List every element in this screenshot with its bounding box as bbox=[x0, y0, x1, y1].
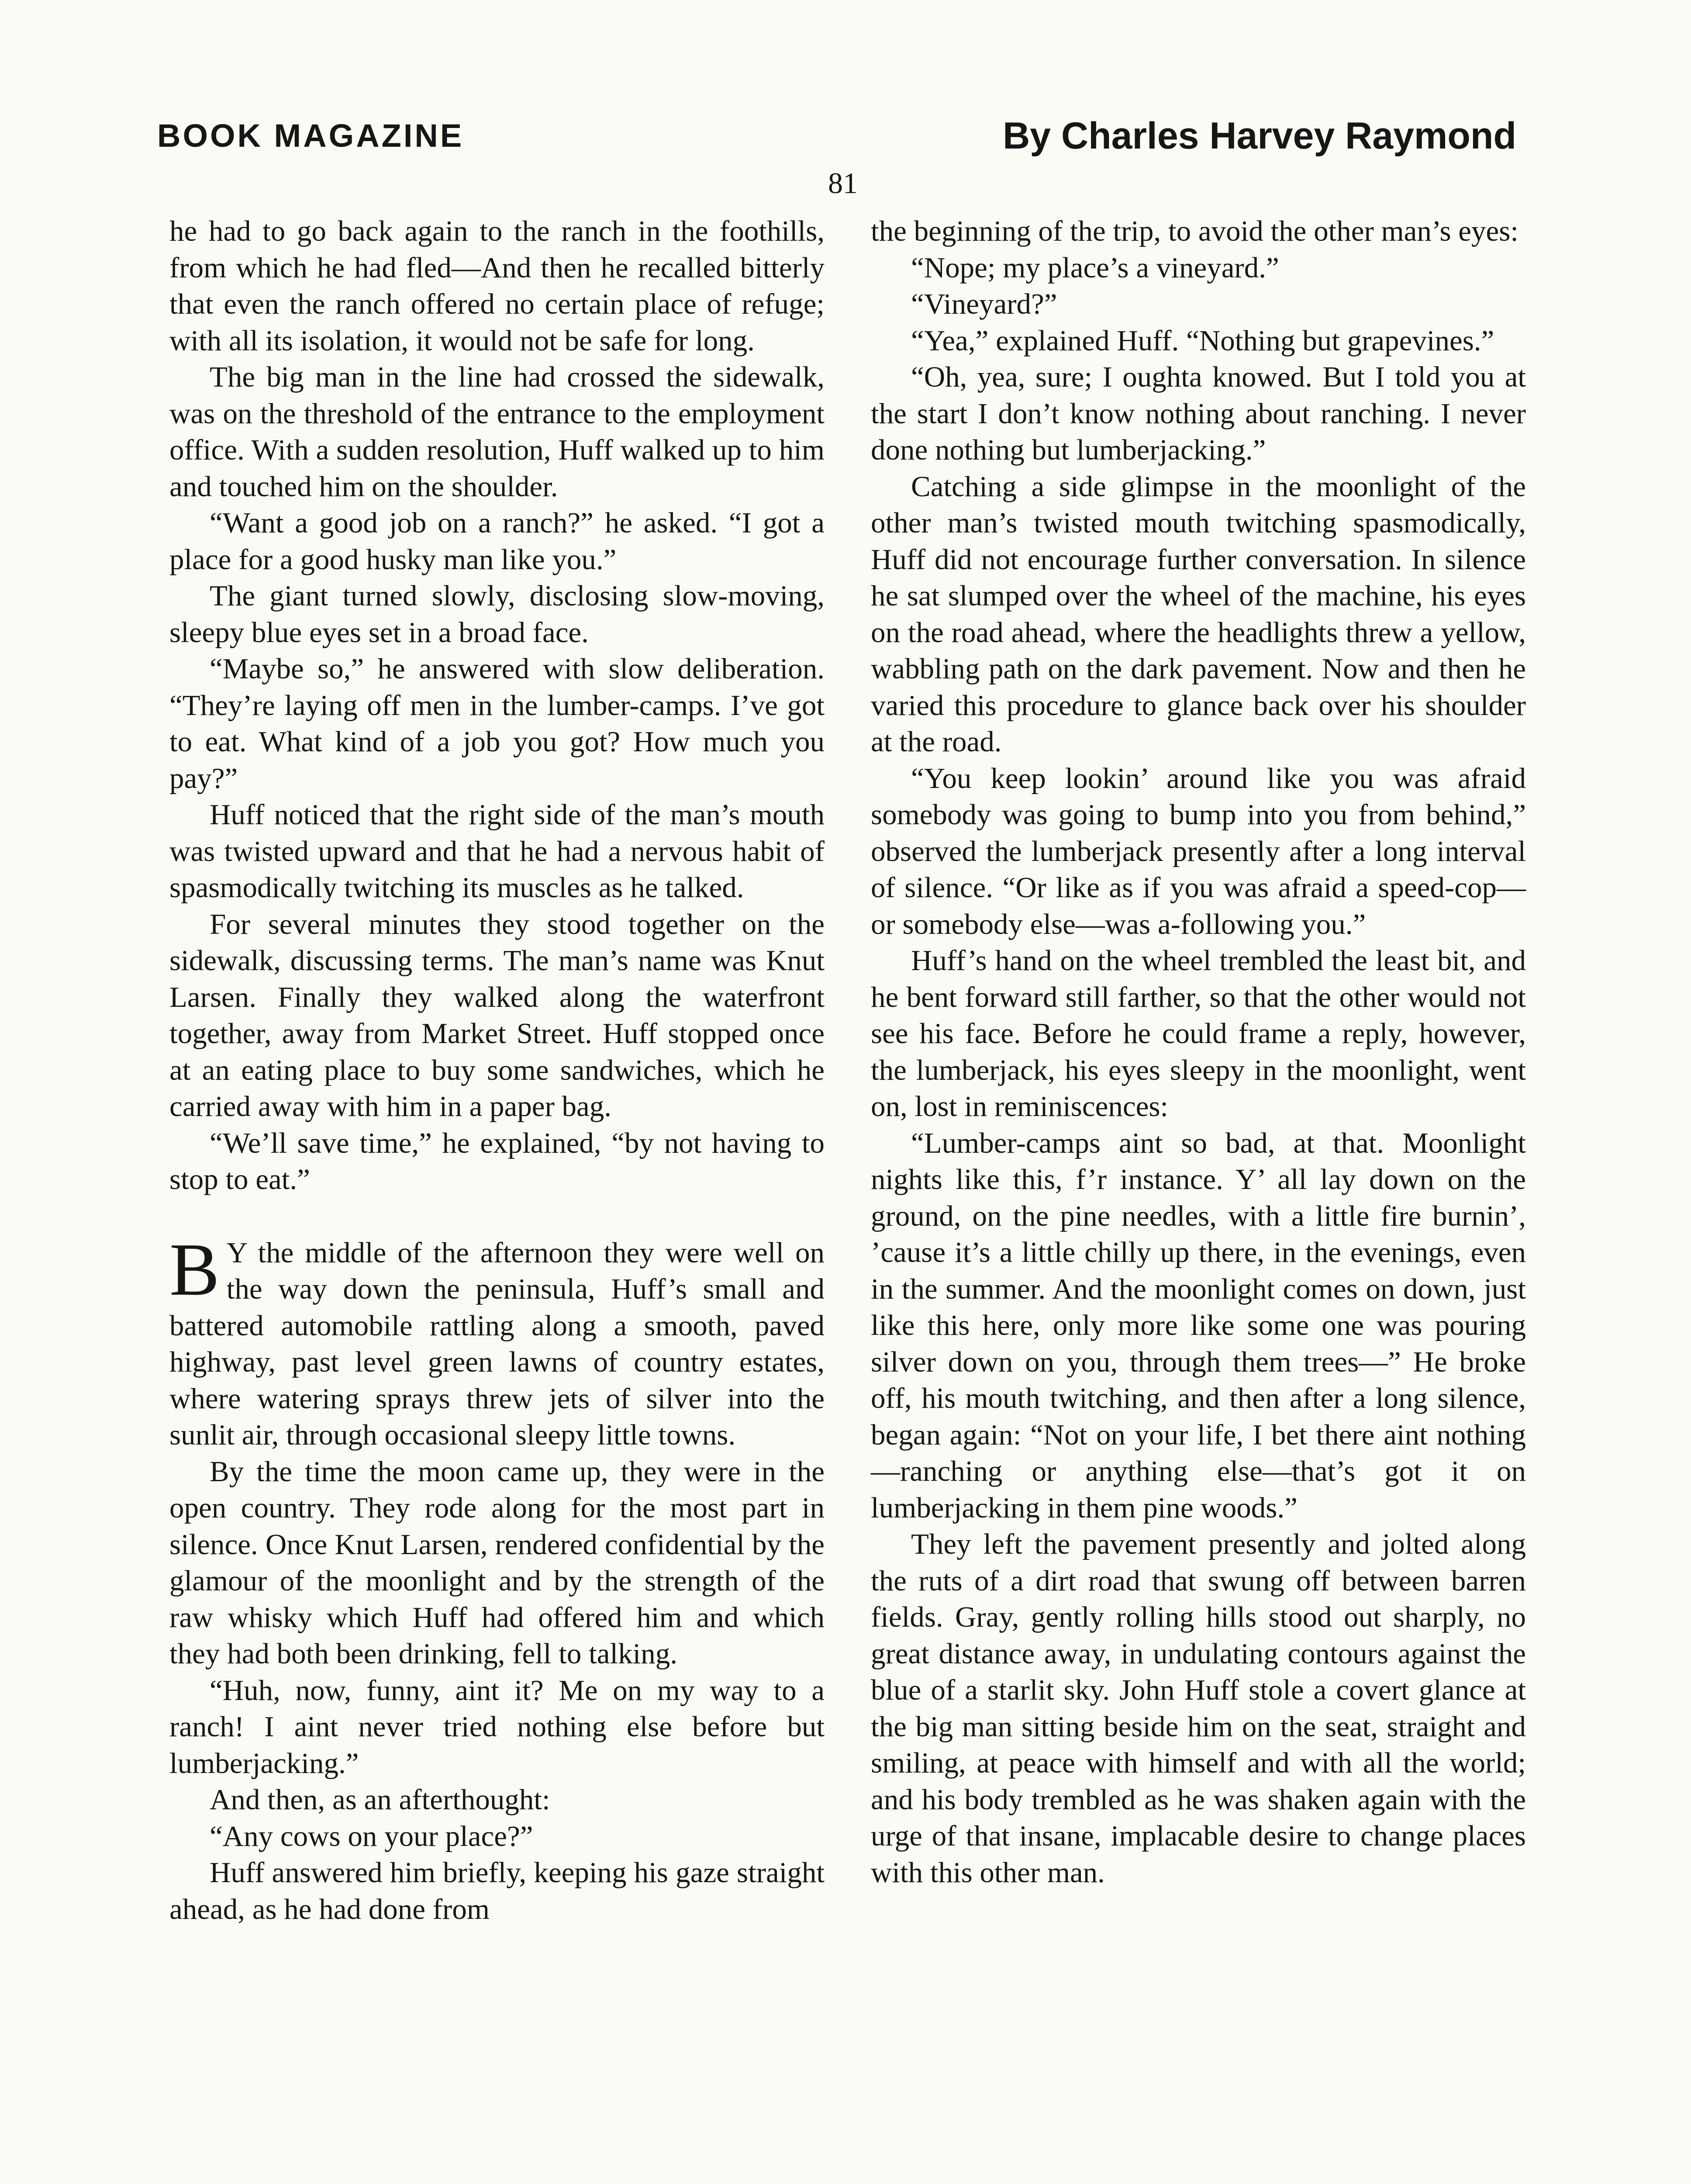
paragraph: The big man in the line had crossed the sidewalk, was on the threshold of the entrance to the employment office. With a sudden resolution, Huff walked up to him and touched him on the shoulder. bbox=[169, 361, 825, 503]
section-opening-paragraph bbox=[169, 1228, 825, 1454]
paragraph: “You keep lookin’ around like you was afraid somebody was going to bump into you from behind,” observed the lumberjack presently after a long interval of silence. “Or like as if you was afraid a speed-cop—or somebody else—was a-following you.” bbox=[871, 762, 1526, 940]
paragraph: “Oh, yea, sure; I oughta knowed. But I told you at the start I don’t know nothing about ranching. I never done nothing but lumberjacking.” bbox=[871, 361, 1526, 466]
page-number: 81 bbox=[828, 166, 858, 200]
author-byline: By Charles Harvey Raymond bbox=[1003, 115, 1516, 157]
paragraph: For several minutes they stood together on the sidewalk, discussing terms. The man’s name was Knut Larsen. Finally they walked along the waterfront together, away from Market Street. Huff stopped once at an eating place to buy some sandwiches, which he carried away with him in a paper bag. bbox=[169, 908, 825, 1123]
paragraph: “Lumber-camps aint so bad, at that. Moonlight nights like this, f’r instance. Y’ all lay down on the ground, on the pine needles, with a little fire burnin’, ’cause it’s a little chilly up there, in the evenings, even in the summer. And the moonlight comes on down, just like this here, only more like some one was pouring silver down on you, through them trees—” He broke off, his mouth twitching, and then after a long silence, began again: “Not on your life, I bet there aint nothing—ranching or anything else—that’s got it on lumberjacking in them pine woods.” bbox=[871, 1127, 1526, 1524]
left-column bbox=[169, 213, 825, 1928]
paragraph: “Want a good job on a ranch?” he asked. “I got a place for a good husky man like you.” bbox=[169, 507, 825, 576]
paragraph: “Nope; my place’s a vineyard.” bbox=[911, 251, 1279, 284]
magazine-title: BOOK MAGAZINE bbox=[157, 117, 464, 154]
paragraph: Huff answered him briefly, keeping his gaze straight ahead, as he had done from bbox=[169, 1856, 825, 1925]
paragraph: he had to go back again to the ranch in the foothills, from which he had fled—And then he recalled bitterly that even the ranch offered no certain place of refuge; with all its isolation, it would not be safe for long. bbox=[169, 215, 825, 357]
paragraph: Catching a side glimpse in the moonlight of the other man’s twisted mouth twitching spasmodically, Huff did not encourage further conversation. In silence he sat slumped over the wheel of the machine, his eyes on the road ahead, where the headlights threw a yellow, wabbling path on the dark pavement. Now and then he varied this procedure to glance back over his shoulder at the road. bbox=[871, 470, 1526, 758]
paragraph: “Any cows on your place?” bbox=[210, 1820, 533, 1852]
paragraph: And then, as an afterthought: bbox=[210, 1783, 550, 1816]
paragraph: “Huh, now, funny, aint it? Me on my way to a ranch! I aint never tried nothing else before but lumberjacking.” bbox=[169, 1674, 825, 1780]
right-column bbox=[871, 213, 1526, 1891]
paragraph: By the time the moon came up, they were in the open country. They rode along for the most part in silence. Once Knut Larsen, rendered confidential by the glamour of the moonlight and by the strength of the raw whisky which Huff had offered him and which they had both been drinking, fell to talking. bbox=[169, 1455, 825, 1670]
paragraph: the beginning of the trip, to avoid the other man’s eyes: bbox=[871, 215, 1518, 247]
paragraph: “Yea,” explained Huff. “Nothing but grapevines.” bbox=[911, 324, 1494, 357]
paragraph: Huff’s hand on the wheel trembled the least bit, and he bent forward still farther, so that the other would not see his face. Before he could frame a reply, however, the lumberjack, his eyes sleepy in the moonlight, went on, lost in reminiscences: bbox=[871, 944, 1526, 1123]
paragraph: “Vineyard?” bbox=[911, 288, 1057, 320]
paragraph: Huff noticed that the right side of the man’s mouth was twisted upward and that he had a nervous habit of spasmodically twitching its muscles as he talked. bbox=[169, 798, 825, 904]
drop-cap: B bbox=[169, 1228, 220, 1311]
paragraph: They left the pavement presently and jolted along the ruts of a dirt road that swung off between barren fields. Gray, gently rolling hills stood out sharply, no great distance away, in undulating contours against the blue of a starlit sky. John Huff stole a covert glance at the big man sitting beside him on the seat, straight and smiling, at peace with himself and with all the world; and his body trembled as he was shaken again with the urge of that insane, implacable desire to change places with this other man. bbox=[871, 1528, 1526, 1889]
paragraph: The giant turned slowly, disclosing slow-moving, sleepy blue eyes set in a broad face. bbox=[169, 580, 825, 649]
paragraph: “We’ll save time,” he explained, “by not having to stop to eat.” bbox=[169, 1127, 825, 1196]
paragraph: “Maybe so,” he answered with slow deliberation. “They’re laying off men in the lumber-camps. I’ve got to eat. What kind of a job you got? How much you pay?” bbox=[169, 653, 825, 795]
paragraph-text: Y the middle of the afternoon they were well on the way down the peninsula, Huff’s small and battered automobile rattling along a smooth, paved highway, past level green lawns of country estates, where watering sprays threw jets of silver into the sunlit air, through occasional sleepy little towns. bbox=[169, 1236, 825, 1451]
